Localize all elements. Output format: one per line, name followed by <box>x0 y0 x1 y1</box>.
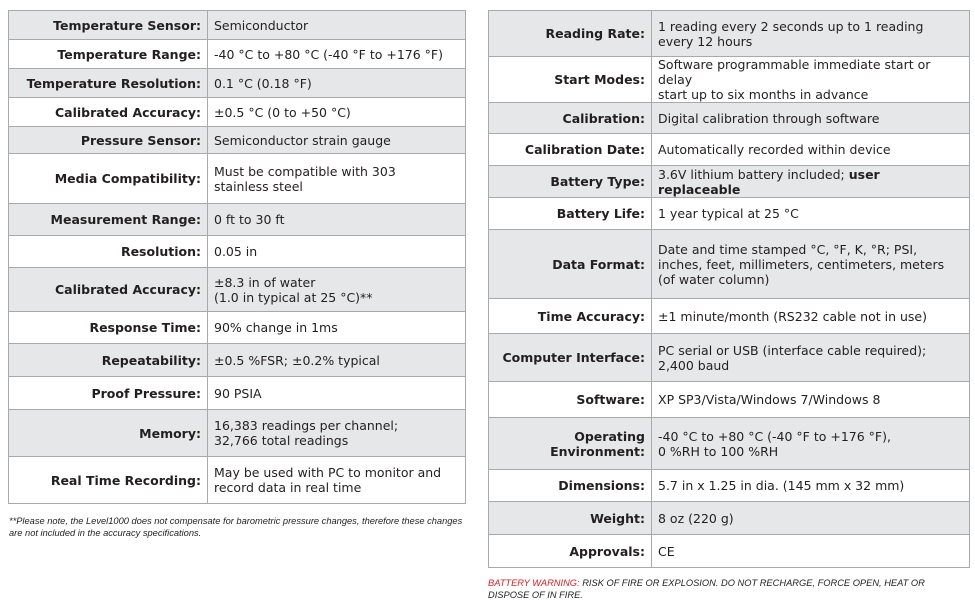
spec-value <box>208 457 466 504</box>
spec-label: Memory: <box>9 410 208 457</box>
spec-row <box>9 154 466 204</box>
spec-row <box>489 166 970 198</box>
spec-value <box>652 382 970 418</box>
spec-value <box>652 418 970 470</box>
spec-value-line: start up to six months in advance <box>658 87 869 102</box>
spec-row <box>9 344 466 377</box>
spec-label: Measurement Range: <box>9 204 208 236</box>
spec-value-line: 0 %RH to 100 %RH <box>658 443 779 459</box>
spec-value <box>208 11 466 40</box>
spec-value <box>208 236 466 268</box>
spec-value <box>208 40 466 69</box>
spec-value-line: XP SP3/Vista/Windows 7/Windows 8 <box>658 392 881 407</box>
spec-value-line: stainless steel <box>214 178 303 194</box>
spec-row <box>489 334 970 382</box>
spec-row <box>489 535 970 568</box>
spec-value-line: ±1 minute/month (RS232 cable not in use) <box>658 308 927 324</box>
spec-row <box>9 377 466 410</box>
spec-value-line: (of water column) <box>658 271 770 287</box>
spec-value-line: 90% change in 1ms <box>214 320 338 335</box>
spec-value-line: May be used with PC to monitor and <box>214 465 442 480</box>
spec-label: Temperature Sensor: <box>9 11 208 40</box>
spec-label: Pressure Sensor: <box>9 127 208 154</box>
spec-row <box>9 98 466 127</box>
spec-label: Response Time: <box>9 312 208 344</box>
spec-label: Dimensions: <box>489 470 652 502</box>
spec-row <box>9 312 466 344</box>
spec-label: Calibration: <box>489 103 652 134</box>
spec-value-line: -40 °C to +80 °C (-40 °F to +176 °F) <box>214 46 443 62</box>
spec-value-line: -40 °C to +80 °C (-40 °F to +176 °F), <box>658 428 891 444</box>
spec-value-line: Automatically recorded within device <box>658 142 891 157</box>
spec-value <box>652 11 970 57</box>
spec-row <box>9 11 466 40</box>
spec-row <box>9 204 466 236</box>
spec-value-line: 5.7 in x 1.25 in dia. (145 mm x 32 mm) <box>658 478 905 493</box>
spec-value-line: (1.0 in typical at 25 °C)** <box>214 289 373 305</box>
spec-label: Computer Interface: <box>489 334 652 382</box>
footnote: **Please note, the Level1000 does not compensate for barometric pressure changes, therefore these changes are not included in the accuracy specifications. <box>9 516 463 538</box>
spec-label: Media Compatibility: <box>9 154 208 204</box>
spec-value-line: Semiconductor <box>214 17 309 33</box>
spec-row <box>489 230 970 299</box>
spec-label: Repeatability: <box>9 344 208 377</box>
spec-value <box>208 69 466 98</box>
spec-value-line: ±0.5 °C (0 to +50 °C) <box>214 104 351 120</box>
spec-value <box>652 134 970 166</box>
spec-value <box>208 127 466 154</box>
spec-value <box>208 204 466 236</box>
spec-value-line: 0 ft to 30 ft <box>214 212 285 227</box>
spec-value <box>652 334 970 382</box>
spec-value-line: 2,400 baud <box>658 357 730 373</box>
spec-label: Calibration Date: <box>489 134 652 166</box>
spec-row <box>489 382 970 418</box>
spec-value-line: every 12 hours <box>658 33 753 49</box>
spec-value-line: Digital calibration through software <box>658 110 880 126</box>
spec-value <box>652 166 970 198</box>
spec-value-line: ±0.5 %FSR; ±0.2% typical <box>214 352 380 368</box>
spec-value <box>652 299 970 334</box>
spec-value <box>208 154 466 204</box>
spec-label: Approvals: <box>489 535 652 568</box>
spec-row <box>489 134 970 166</box>
spec-value-line: 0.1 °C (0.18 °F) <box>214 75 312 91</box>
spec-row <box>9 410 466 457</box>
spec-value <box>652 198 970 230</box>
spec-label: Temperature Resolution: <box>9 69 208 98</box>
spec-value-line: Software programmable immediate start or delay <box>658 57 931 87</box>
spec-value <box>208 98 466 127</box>
spec-label: Operating Environment: <box>489 418 652 470</box>
spec-value-line: 1 reading every 2 seconds up to 1 reading <box>658 18 924 34</box>
spec-label: Weight: <box>489 502 652 535</box>
spec-value <box>652 535 970 568</box>
spec-value <box>208 344 466 377</box>
spec-row <box>489 470 970 502</box>
right-spec-table <box>488 10 970 568</box>
spec-label: Calibrated Accuracy: <box>9 268 208 312</box>
spec-value-line: PC serial or USB (interface cable required); <box>658 342 927 358</box>
spec-value <box>208 410 466 457</box>
spec-label: Start Modes: <box>489 57 652 103</box>
spec-label: Software: <box>489 382 652 418</box>
spec-value-line: 32,766 total readings <box>214 433 349 448</box>
spec-value-line: 8 oz (220 g) <box>658 510 734 526</box>
spec-value-line: CE <box>658 543 675 559</box>
spec-row <box>489 299 970 334</box>
spec-value <box>652 230 970 299</box>
spec-row <box>9 40 466 69</box>
spec-value <box>652 470 970 502</box>
spec-label: Data Format: <box>489 230 652 299</box>
spec-label: Resolution: <box>9 236 208 268</box>
spec-value-line: Semiconductor strain gauge <box>214 132 391 148</box>
spec-row <box>9 457 466 504</box>
spec-label: Reading Rate: <box>489 11 652 57</box>
left-spec-table <box>8 10 466 504</box>
spec-value-line: Date and time stamped °C, °F, K, °R; PSI, <box>658 241 918 257</box>
spec-value <box>208 377 466 410</box>
spec-row <box>489 57 970 103</box>
spec-value <box>208 268 466 312</box>
spec-row <box>489 418 970 470</box>
spec-row <box>9 69 466 98</box>
battery-warning-text: RISK OF FIRE OR EXPLOSION. DO NOT RECHARGE, FORCE OPEN, HEAT OR DISPOSE OF IN FIRE. <box>488 578 925 600</box>
spec-value-line: record data in real time <box>214 480 362 495</box>
spec-row <box>489 103 970 134</box>
spec-row <box>9 236 466 268</box>
spec-value-emphasis: user replaceable <box>658 166 880 197</box>
spec-label: Battery Type: <box>489 166 652 198</box>
battery-warning <box>488 578 968 601</box>
spec-value-line: inches, feet, millimeters, centimeters, meters <box>658 256 945 272</box>
spec-row <box>489 502 970 535</box>
battery-warning-label: BATTERY WARNING: <box>488 578 580 588</box>
spec-value-line: Must be compatible with 303 <box>214 163 396 179</box>
spec-label: Temperature Range: <box>9 40 208 69</box>
spec-value-line: 1 year typical at 25 °C <box>658 206 799 221</box>
spec-row <box>489 198 970 230</box>
spec-row <box>489 11 970 57</box>
spec-value-line: 90 PSIA <box>214 385 262 401</box>
spec-value-line: 0.05 in <box>214 244 258 259</box>
spec-label: Calibrated Accuracy: <box>9 98 208 127</box>
spec-value-text: 3.6V lithium battery included; <box>658 166 849 182</box>
spec-label: Time Accuracy: <box>489 299 652 334</box>
spec-label: Battery Life: <box>489 198 652 230</box>
spec-value <box>652 103 970 134</box>
spec-value <box>652 57 970 103</box>
spec-value-line: 16,383 readings per channel; <box>214 418 399 433</box>
spec-label: Real Time Recording: <box>9 457 208 504</box>
spec-label: Proof Pressure: <box>9 377 208 410</box>
spec-value <box>208 312 466 344</box>
spec-value-line: ±8.3 in of water <box>214 274 316 290</box>
spec-row <box>9 268 466 312</box>
spec-value <box>652 502 970 535</box>
spec-row <box>9 127 466 154</box>
spec-value-line <box>658 167 963 197</box>
